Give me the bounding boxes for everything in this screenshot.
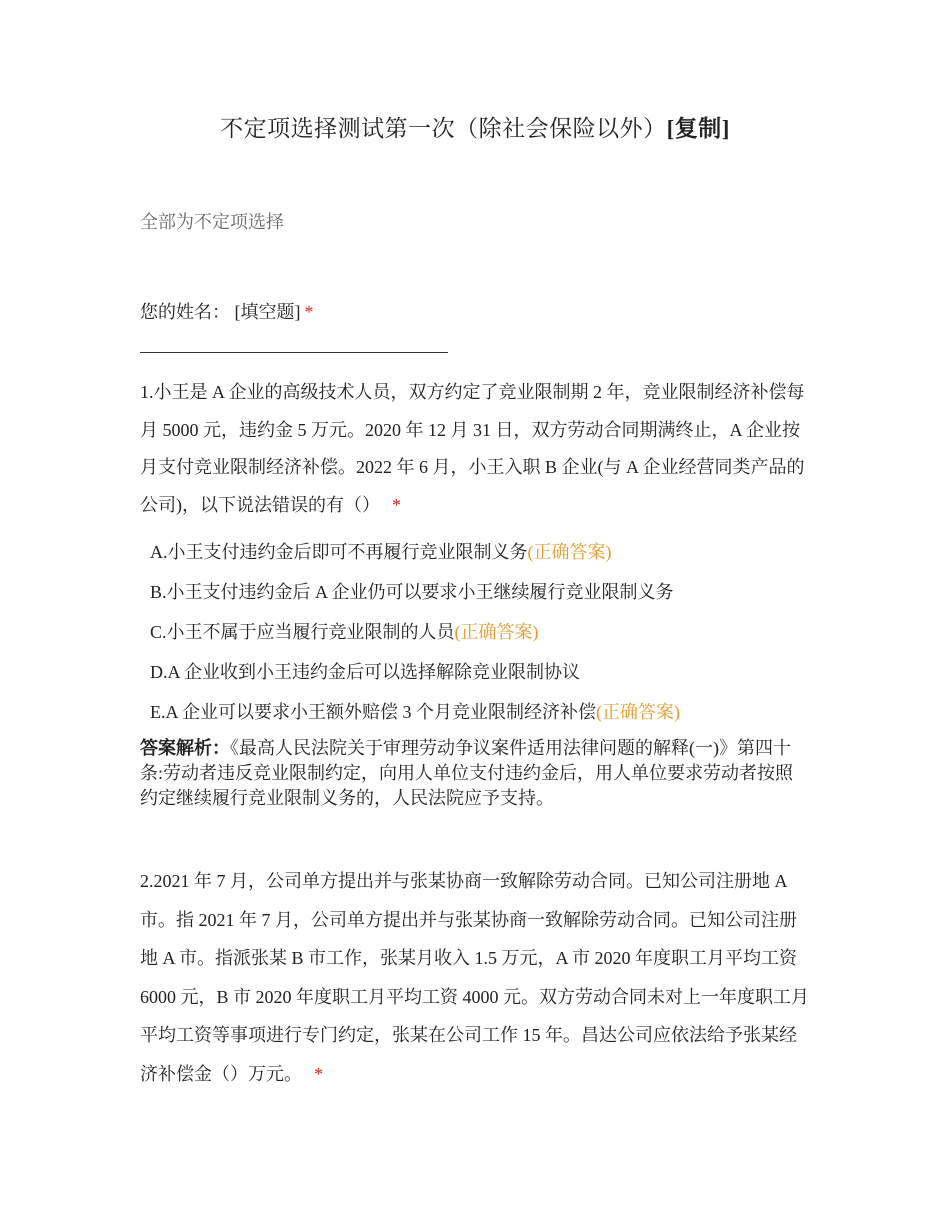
option-text: E.A 企业可以要求小王额外赔偿 3 个月竞业限制经济补偿	[150, 702, 596, 722]
question-2	[140, 862, 810, 1093]
survey-description: 全部为不定项选择	[140, 212, 284, 232]
analysis-label: 答案解析：	[140, 738, 230, 758]
option-text: B.小王支付违约金后 A 企业仍可以要求小王继续履行竞业限制义务	[150, 582, 674, 602]
option-d	[150, 654, 810, 694]
correct-answer-tag: (正确答案)	[527, 542, 612, 562]
option-b	[150, 574, 810, 614]
option-a	[150, 534, 810, 574]
correct-answer-tag: (正确答案)	[596, 702, 680, 722]
analysis-text: 《最高人民法院关于审理劳动争议案件适用法律问题的解释(一)》第四十条:劳动者违反竞业限制约定，向用人单位支付违约金后，用人单位要求劳动者按照约定继续履行竞业限制义务的，人民法院应予支持。	[140, 738, 793, 808]
correct-answer-tag: (正确答案)	[454, 622, 539, 642]
name-question	[140, 298, 314, 324]
required-mark: *	[304, 302, 314, 322]
required-mark: *	[392, 494, 401, 515]
question-1-analysis	[140, 736, 810, 811]
name-question-label: 您的姓名：	[140, 302, 230, 322]
question-1-text: 1.小王是 A 企业的高级技术人员，双方约定了竞业限制期 2 年，竞业限制经济补偿每月 5000 元，违约金 5 万元。2020 年 12 月 31 日，双方劳动合同期满终止，A 企业按月支付竞业限制经济补偿。2022 年 6 月，小王入职 B 企业(与 A 企业经营同类产品的公司)，以下说法错误的有（）	[140, 382, 805, 515]
question-1-options	[150, 534, 810, 734]
option-c	[150, 614, 810, 654]
option-e	[150, 694, 810, 734]
option-text: C.小王不属于应当履行竞业限制的人员	[150, 622, 455, 642]
question-1	[140, 374, 810, 524]
copy-tag: [复制]	[666, 116, 730, 141]
title-text: 不定项选择测试第一次（除社会保险以外）	[220, 116, 667, 141]
name-question-type: [填空题]	[234, 302, 301, 322]
required-mark: *	[314, 1063, 323, 1084]
name-answer-blank[interactable]	[140, 352, 448, 353]
page-title	[140, 110, 810, 143]
option-text: D.A 企业收到小王违约金后可以选择解除竞业限制协议	[150, 662, 581, 682]
question-2-text: 2.2021 年 7 月，公司单方提出并与张某协商一致解除劳动合同。已知公司注册地 A 市。指 2021 年 7 月，公司单方提出并与张某协商一致解除劳动合同。已知公司注册地 A 市。指派张某 B 市工作，张某月收入 1.5 万元，A 市 2020 年度职工月平均工资 6000 元，B 市 2020 年度职工月平均工资 4000 元。双方劳动合同未对上一年度职工月平均工资等事项进行专门约定，张某在公司工作 15 年。昌达公司应依法给予张某经济补偿金（）万元。	[140, 871, 810, 1084]
option-text: A.小王支付违约金后即可不再履行竞业限制义务	[150, 542, 528, 562]
